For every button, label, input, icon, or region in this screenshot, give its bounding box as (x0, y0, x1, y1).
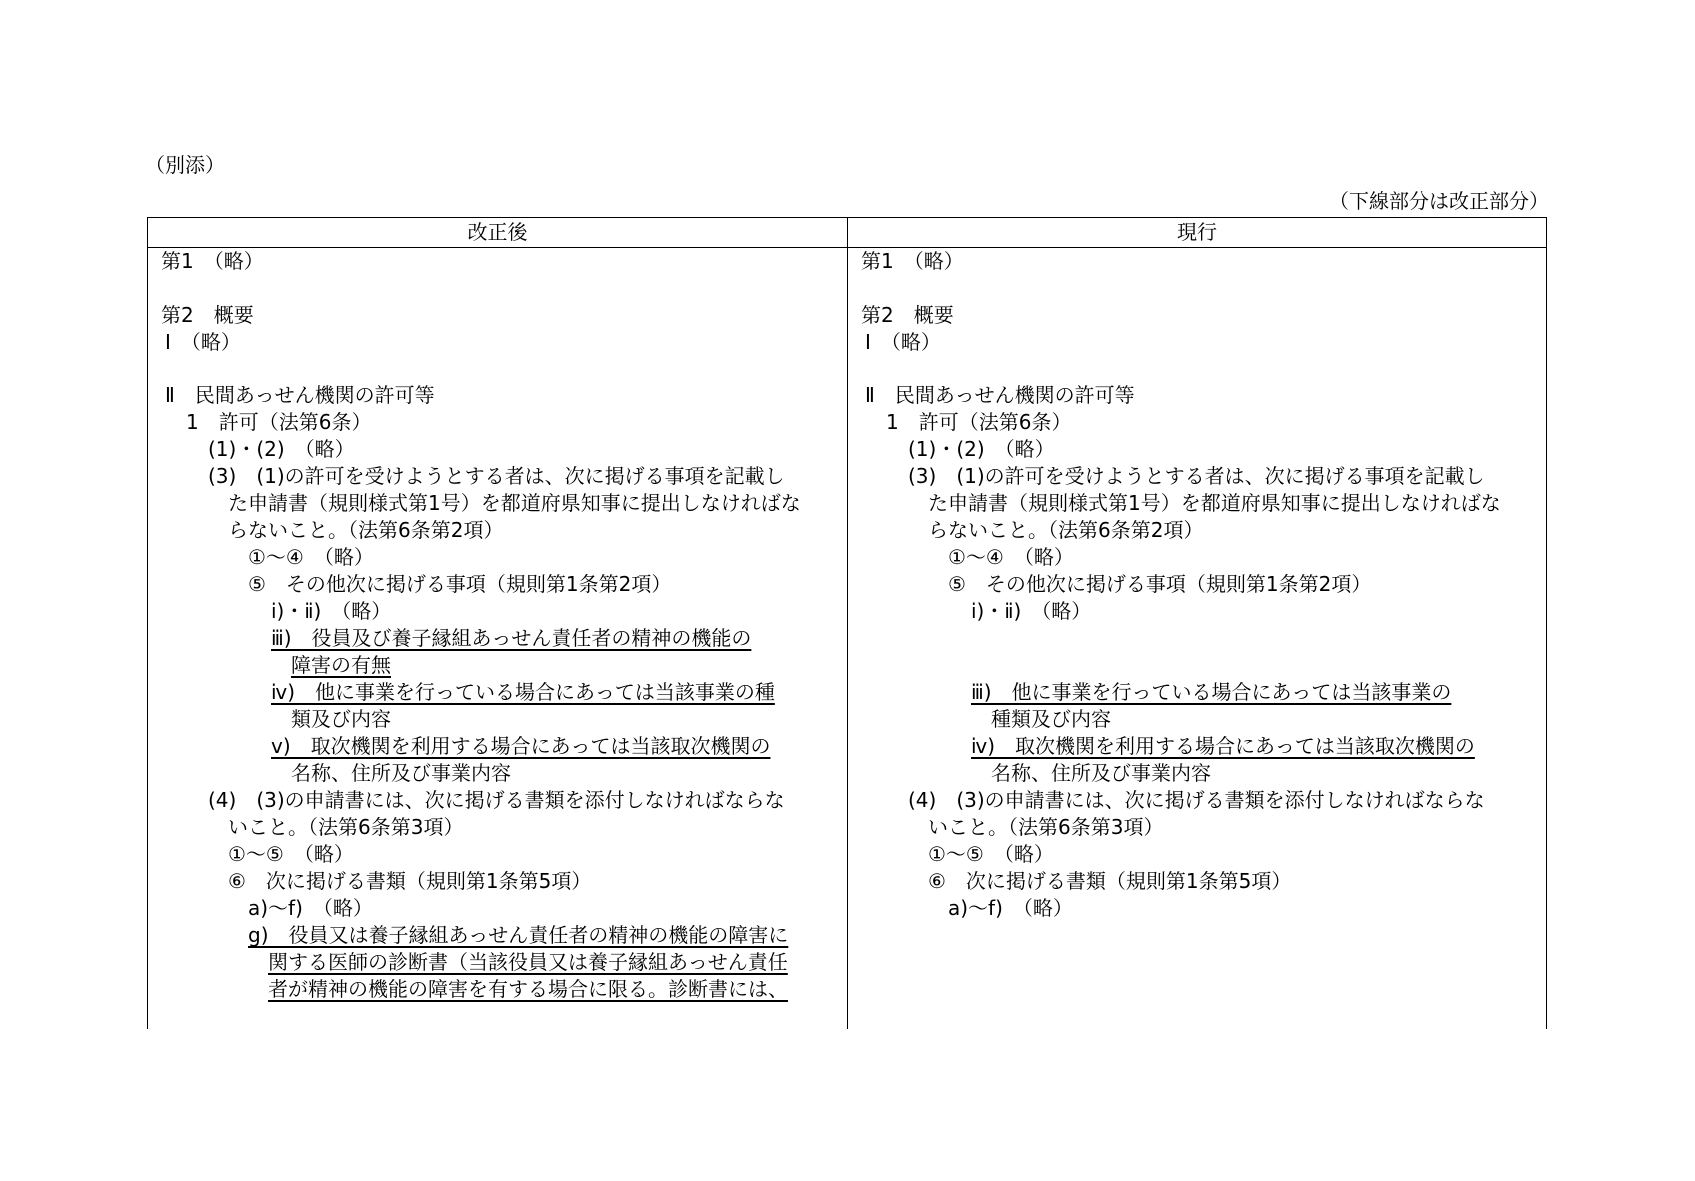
text-line: 1 許可（法第6条） (186, 410, 372, 434)
text-line: らないこと。（法第6条第2項） (928, 518, 1204, 542)
text-line: 名称、住所及び事業内容 (991, 761, 1211, 785)
header-current: 現行 (1177, 220, 1217, 244)
text-line: Ⅰ （略） (165, 330, 241, 354)
text-line: 第2 概要 (861, 303, 954, 327)
text-line: ①～④ （略） (248, 545, 374, 569)
amended-line: g) 役員又は養子縁組あっせん責任者の精神の機能の障害に (248, 923, 789, 947)
text-line (271, 679, 775, 706)
attachment-label: （別添） (145, 153, 225, 177)
text-line (971, 733, 1475, 760)
text-line: (3) (1)の許可を受けようとする者は、次に掲げる事項を記載し (908, 464, 1485, 488)
amended-line: ⅳ) 取次機関を利用する場合にあっては当該取次機関の (971, 734, 1475, 758)
current-column (848, 248, 1547, 1030)
amended-line: 者が精神の機能の障害を有する場合に限る。診断書には、 (268, 977, 788, 1001)
text-line: ①～④ （略） (948, 545, 1074, 569)
text-line: ⑤ その他次に掲げる事項（規則第1条第2項） (948, 572, 1372, 596)
text-line: 第1 （略） (161, 249, 264, 273)
amended-line: ⅲ) 他に事業を行っている場合にあっては当該事業の (971, 680, 1452, 704)
text-line: 名称、住所及び事業内容 (291, 761, 511, 785)
text-line: Ⅱ 民間あっせん機関の許可等 (865, 383, 1135, 407)
text-line: (4) (3)の申請書には、次に掲げる書類を添付しなければならな (208, 788, 785, 812)
amended-line: 障害の有無 (291, 653, 391, 677)
text-line: Ⅱ 民間あっせん機関の許可等 (165, 383, 435, 407)
comparison-table (147, 217, 1547, 1029)
amended-line: ⅲ) 役員及び養子縁組あっせん責任者の精神の機能の (271, 626, 752, 650)
text-line: ⅰ)・ⅱ) （略） (971, 599, 1092, 623)
text-line: らないこと。（法第6条第2項） (228, 518, 504, 542)
revised-column (148, 248, 847, 1030)
text-line: ⑥ 次に掲げる書類（規則第1条第5項） (228, 869, 592, 893)
text-line: ⅰ)・ⅱ) （略） (271, 599, 392, 623)
text-line: (4) (3)の申請書には、次に掲げる書類を添付しなければならな (908, 788, 1485, 812)
text-line: いこと。（法第6条第3項） (928, 815, 1164, 839)
text-line: (1)・(2) （略） (208, 437, 355, 461)
text-line: 1 許可（法第6条） (886, 410, 1072, 434)
text-line (971, 679, 1451, 706)
text-line: ⑥ 次に掲げる書類（規則第1条第5項） (928, 869, 1292, 893)
text-line: た申請書（規則様式第1号）を都道府県知事に提出しなければな (228, 491, 801, 515)
text-line: a)～f) （略） (248, 896, 373, 920)
text-line: 第1 （略） (861, 249, 964, 273)
amended-line: ⅴ) 取次機関を利用する場合にあっては当該取次機関の (271, 734, 771, 758)
text-line: ①～⑤ （略） (928, 842, 1054, 866)
text-line: 種類及び内容 (991, 707, 1111, 731)
amended-line: ⅳ) 他に事業を行っている場合にあっては当該事業の種 (271, 680, 775, 704)
amended-line: 関する医師の診断書（当該役員又は養子縁組あっせん責任 (268, 950, 788, 974)
text-line: 第2 概要 (161, 303, 254, 327)
text-line: Ⅰ （略） (865, 330, 941, 354)
text-line: いこと。（法第6条第3項） (228, 815, 464, 839)
text-line (271, 733, 770, 760)
text-line: a)～f) （略） (948, 896, 1073, 920)
header-revised: 改正後 (467, 220, 528, 244)
text-line: (1)・(2) （略） (908, 437, 1055, 461)
text-line: ⑤ その他次に掲げる事項（規則第1条第2項） (248, 572, 672, 596)
text-line: ①～⑤ （略） (228, 842, 354, 866)
text-line: 類及び内容 (291, 707, 391, 731)
underline-note: （下線部分は改正部分） (1329, 189, 1549, 213)
text-line: た申請書（規則様式第1号）を都道府県知事に提出しなければな (928, 491, 1501, 515)
text-line: (3) (1)の許可を受けようとする者は、次に掲げる事項を記載し (208, 464, 785, 488)
